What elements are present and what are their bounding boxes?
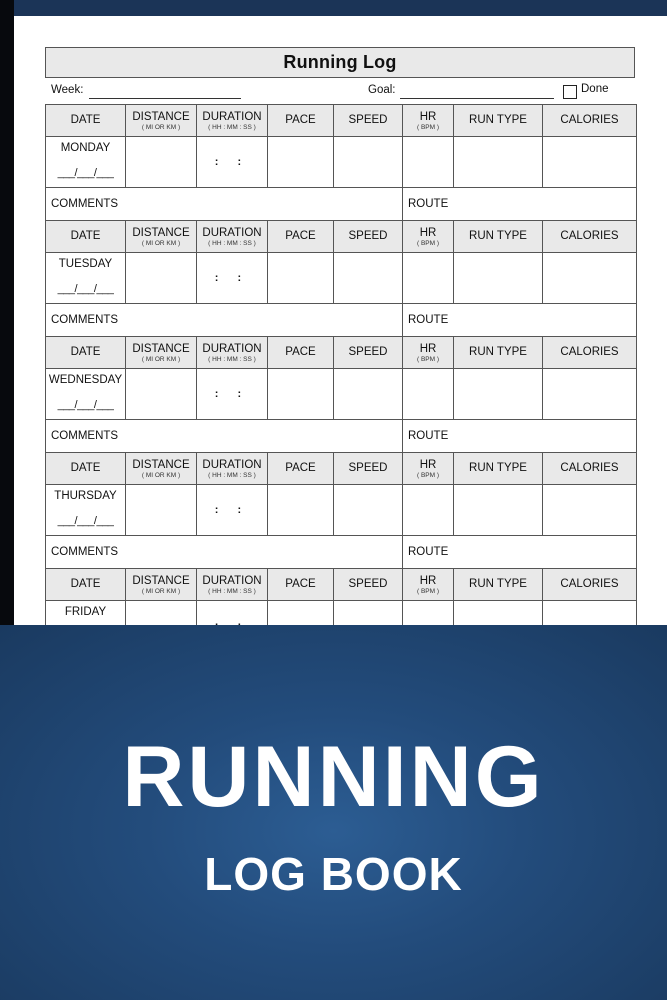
hr-unit: ( BPM ) [416,471,440,479]
day-name: MONDAY [60,142,111,154]
hr-unit: ( BPM ) [416,587,440,595]
run-type-header-cell [454,337,543,369]
duration-cell [197,485,268,536]
distance-header: DISTANCE [132,458,190,471]
run-type-cell [454,485,543,536]
run-type-cell [454,253,543,304]
hr-header-cell [403,453,454,485]
speed-cell [334,253,403,304]
calories-header-cell [543,221,637,253]
hr-unit: ( BPM ) [416,123,440,131]
duration-cell [197,369,268,420]
duration-placeholder: : : [214,388,250,400]
distance-header-cell [126,221,197,253]
duration-placeholder: : : [214,272,250,284]
hr-header: HR [419,458,437,471]
day-cell [46,137,126,188]
comments-label: COMMENTS [51,546,119,558]
distance-unit: ( MI OR KM ) [141,239,181,247]
header-row [46,569,637,601]
calories-cell [543,369,637,420]
route-cell [403,420,637,453]
route-cell [403,188,637,221]
distance-unit: ( MI OR KM ) [141,587,181,595]
top-band [0,0,667,16]
date-header: DATE [70,462,101,474]
pace-cell [268,369,334,420]
day-name: FRIDAY [64,606,107,618]
entry-row [46,369,637,420]
run-type-cell [454,137,543,188]
run-type-header: RUN TYPE [469,230,527,242]
hr-header: HR [419,574,437,587]
hr-header-cell [403,221,454,253]
run-type-header-cell [454,221,543,253]
pace-header: PACE [285,462,316,474]
distance-cell [126,137,197,188]
duration-header-cell [197,337,268,369]
date-header: DATE [70,230,101,242]
calories-header: CALORIES [560,462,619,474]
date-header-cell [46,453,126,485]
day-name: WEDNESDAY [48,374,123,386]
hr-cell [403,485,454,536]
distance-cell [126,253,197,304]
speed-header: SPEED [348,346,388,358]
date-header: DATE [70,346,101,358]
run-type-header-cell [454,569,543,601]
calories-header: CALORIES [560,346,619,358]
pace-header-cell [268,453,334,485]
calories-cell [543,485,637,536]
hr-cell [403,253,454,304]
duration-unit: ( HH : MM : SS ) [208,239,256,247]
date-blank: ___/___/___ [57,167,114,179]
date-blank: ___/___/___ [57,283,114,295]
speed-cell [334,137,403,188]
left-spine-shadow [0,0,14,630]
distance-unit: ( MI OR KM ) [141,471,181,479]
speed-header: SPEED [348,230,388,242]
log-table [45,104,637,652]
pace-cell [268,253,334,304]
done-label: Done [581,83,609,95]
route-cell [403,536,637,569]
duration-header: DURATION [202,110,262,123]
header-row [46,337,637,369]
hr-unit: ( BPM ) [416,239,440,247]
distance-cell [126,369,197,420]
entry-row [46,137,637,188]
duration-header: DURATION [202,574,262,587]
route-cell [403,304,637,337]
duration-unit: ( HH : MM : SS ) [208,587,256,595]
duration-cell [197,137,268,188]
date-header: DATE [70,578,101,590]
run-type-header: RUN TYPE [469,578,527,590]
cover-subtitle: LOG BOOK [204,848,463,900]
duration-header-cell [197,221,268,253]
distance-header-cell [126,453,197,485]
calories-header: CALORIES [560,578,619,590]
calories-header: CALORIES [560,230,619,242]
route-label: ROUTE [408,314,449,326]
distance-unit: ( MI OR KM ) [141,123,181,131]
date-header-cell [46,337,126,369]
speed-header-cell [334,569,403,601]
pace-header: PACE [285,114,316,126]
goal-label: Goal: [368,84,396,96]
duration-header: DURATION [202,342,262,355]
calories-cell [543,137,637,188]
hr-header-cell [403,337,454,369]
day-cell [46,369,126,420]
calories-header: CALORIES [560,114,619,126]
comments-row [46,188,637,221]
comments-label: COMMENTS [51,198,119,210]
distance-header-cell [126,569,197,601]
duration-header: DURATION [202,458,262,471]
duration-unit: ( HH : MM : SS ) [208,471,256,479]
calories-header-cell [543,105,637,137]
header-row [46,105,637,137]
pace-header-cell [268,569,334,601]
distance-cell [126,485,197,536]
distance-header-cell [126,337,197,369]
distance-unit: ( MI OR KM ) [141,355,181,363]
speed-header: SPEED [348,578,388,590]
distance-header: DISTANCE [132,110,190,123]
speed-cell [334,369,403,420]
date-blank: ___/___/___ [57,515,114,527]
comments-label: COMMENTS [51,314,119,326]
speed-header-cell [334,337,403,369]
run-type-header: RUN TYPE [469,462,527,474]
distance-header: DISTANCE [132,226,190,239]
distance-header: DISTANCE [132,342,190,355]
hr-header: HR [419,110,437,123]
duration-placeholder: : : [214,504,250,516]
calories-header-cell [543,337,637,369]
cover-title: RUNNING [122,729,545,825]
week-line [89,98,241,99]
pace-header-cell [268,221,334,253]
day-cell [46,485,126,536]
hr-header: HR [419,342,437,355]
log-page-preview [14,16,667,625]
pace-header: PACE [285,230,316,242]
speed-header-cell [334,221,403,253]
pace-header: PACE [285,578,316,590]
comments-cell [46,188,403,221]
duration-unit: ( HH : MM : SS ) [208,355,256,363]
route-label: ROUTE [408,430,449,442]
date-header-cell [46,569,126,601]
comments-cell [46,304,403,337]
route-label: ROUTE [408,546,449,558]
route-label: ROUTE [408,198,449,210]
day-name: THURSDAY [54,490,117,502]
comments-row [46,304,637,337]
calories-header-cell [543,569,637,601]
pace-cell [268,137,334,188]
date-header-cell [46,105,126,137]
duration-header-cell [197,105,268,137]
comments-label: COMMENTS [51,430,119,442]
hr-header-cell [403,105,454,137]
duration-header-cell [197,569,268,601]
entry-row [46,253,637,304]
day-cell [46,253,126,304]
speed-header-cell [334,105,403,137]
hr-header: HR [419,226,437,239]
duration-cell [197,253,268,304]
duration-unit: ( HH : MM : SS ) [208,123,256,131]
hr-header-cell [403,569,454,601]
distance-header-cell [126,105,197,137]
run-type-header-cell [454,105,543,137]
speed-header: SPEED [348,114,388,126]
run-type-header-cell [454,453,543,485]
pace-header-cell [268,105,334,137]
pace-header: PACE [285,346,316,358]
comments-row [46,420,637,453]
speed-header-cell [334,453,403,485]
date-header: DATE [70,114,101,126]
comments-cell [46,420,403,453]
pace-cell [268,485,334,536]
comments-cell [46,536,403,569]
goal-line [400,98,554,99]
speed-cell [334,485,403,536]
entry-row [46,485,637,536]
calories-cell [543,253,637,304]
pace-header-cell [268,337,334,369]
run-type-header: RUN TYPE [469,346,527,358]
distance-header: DISTANCE [132,574,190,587]
comments-row [46,536,637,569]
header-row [46,221,637,253]
week-label: Week: [51,84,84,96]
duration-placeholder: : : [214,156,250,168]
run-type-header: RUN TYPE [469,114,527,126]
speed-header: SPEED [348,462,388,474]
calories-header-cell [543,453,637,485]
hr-cell [403,137,454,188]
hr-cell [403,369,454,420]
date-blank: ___/___/___ [57,399,114,411]
done-checkbox[interactable] [563,85,577,99]
run-type-cell [454,369,543,420]
header-row [46,453,637,485]
duration-header: DURATION [202,226,262,239]
date-header-cell [46,221,126,253]
duration-header-cell [197,453,268,485]
day-name: TUESDAY [58,258,113,270]
log-title: Running Log [45,47,635,78]
hr-unit: ( BPM ) [416,355,440,363]
